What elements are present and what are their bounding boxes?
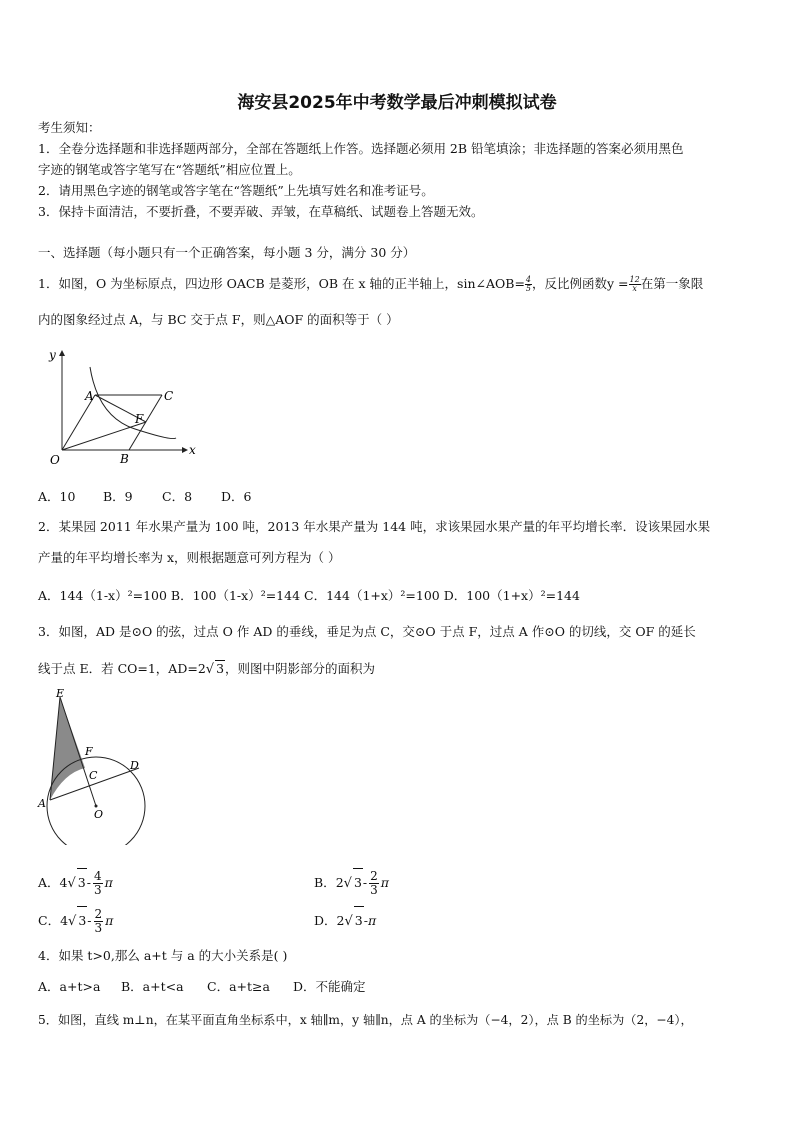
x-axis-label: x [189,443,196,457]
question-1-line-1 [38,276,703,293]
sin-fraction [525,276,532,293]
option-b: B．9 [103,489,133,504]
q1-text-b: ，反比例函数y = [532,276,629,291]
q3-option-a [38,868,113,898]
q3-option-c [38,906,113,936]
point-d-label: D [130,759,139,772]
q3-figure [30,685,160,845]
question-2-options: A．144（1-x）²=100 B．100（1-x）²=144 C．144（1+x）²=100 D．100（1+x）²=144 [38,588,580,603]
coefficient: 4 [59,875,68,890]
question-2-line-2: 产量的年平均增长率为 x，则根据题意可列方程为（ ） [38,550,341,565]
sqrt-radicand: 3 [353,868,363,897]
minus-sign: - [362,875,368,890]
option-c: C．a+t≥a [207,979,270,994]
option-d: D．不能确定 [293,979,366,994]
tail-term: -π [363,913,377,928]
point-b-label: B [120,452,129,466]
question-3-line-2 [38,660,375,678]
notice-line: 1．全卷分选择题和非选择题两部分，全部在答题纸上作答。选择题必须用 2B 铅笔填涂；非选择题的答案必须用黑色 [38,141,684,156]
sqrt-sign: √ [343,876,352,891]
point-c-label: C [89,769,98,782]
option-b: B．a+t<a [121,979,184,994]
sqrt-radicand: 3 [216,661,225,676]
question-4-line-1: 4．如果 t>0,那么 a+t 与 a 的大小关系是( ) [38,948,288,963]
sqrt-radicand: 3 [77,868,87,897]
pi-symbol: π [104,875,113,890]
option-letter: C． [38,913,61,928]
point-f-label: F [135,412,144,426]
fraction [94,908,104,935]
option-a: A．10 [38,489,76,504]
point-a-label: A [85,389,94,403]
function-fraction [629,276,641,293]
coefficient: 2 [336,913,345,928]
minus-sign: - [87,913,92,928]
frac-den: 3 [370,883,378,897]
sqrt-sign: √ [344,914,353,929]
point-e-label: E [56,687,65,700]
q3-option-d [314,906,376,936]
pi-symbol: π [380,875,389,890]
option-c: C．8 [162,489,193,504]
notice-heading: 考生须知： [38,120,101,135]
option-letter: B． [314,875,336,890]
frac-den: 5 [525,284,532,293]
fraction [369,870,379,897]
q3-option-b [314,868,389,898]
frac-num: 4 [93,869,102,883]
q3-text-a: 线于点 E．若 CO=1，AD=2 [38,661,206,676]
option-letter: A． [38,875,60,890]
minus-sign: - [86,875,91,890]
page-title: 海安县2025年中考数学最后冲刺模拟试卷 [237,93,557,113]
notice-line: 字迹的钢笔或答字笔写在“答题纸”相应位置上。 [38,162,301,177]
sqrt-radicand: 3 [77,906,87,935]
sqrt-sign: √ [205,662,215,677]
frac-num: 12 [629,275,640,284]
q1-text-c: 在第一象限 [640,276,704,291]
question-1-line-2: 内的图象经过点 A，与 BC 交于点 F，则△AOF 的面积等于（ ） [38,312,399,327]
pi-symbol: π [105,913,114,928]
frac-den: 3 [93,883,102,897]
q1-text-a: 1．如图，O 为坐标原点，四边形 OACB 是菱形，OB 在 x 轴的正半轴上，sin∠AOB= [38,276,525,291]
q1-figure [40,345,200,470]
notice-line: 3．保持卡面清洁，不要折叠，不要弄破、弄皱，在草稿纸、试题卷上答题无效。 [38,204,484,219]
question-2-line-1: 2．某果园 2011 年水果产量为 100 吨，2013 年水果产量为 144 吨，求该果园水果产量的年平均增长率．设该果园水果 [38,519,711,534]
point-o-label: O [50,453,60,467]
coefficient: 2 [335,875,344,890]
sqrt-sign: √ [67,876,76,891]
q3-text-b: ，则图中阴影部分的面积为 [225,661,376,676]
frac-num: 2 [370,869,378,883]
notice-line: 2．请用黑色字迹的钢笔或答字笔在“答题纸”上先填写姓名和准考证号。 [38,183,434,198]
question-5-line-1: 5．如图，直线 m⊥n，在某平面直角坐标系中，x 轴∥m，y 轴∥n，点 A 的坐标为（−4，2），点 B 的坐标为（2，−4）， [38,1013,693,1027]
frac-den: x [632,284,637,293]
point-c-label: C [164,389,174,403]
point-o-label: O [94,808,104,821]
option-a: A．a+t>a [38,979,101,994]
fraction [93,870,103,897]
point-f-label: F [85,745,93,758]
frac-num: 4 [525,275,532,284]
sqrt-sign: √ [68,914,77,929]
option-d: D．6 [221,489,252,504]
option-letter: D． [314,913,337,928]
y-axis-label: y [49,348,56,362]
frac-num: 2 [94,907,103,921]
frac-den: 3 [94,921,103,935]
question-3-line-1: 3．如图，AD 是⊙O 的弦，过点 O 作 AD 的垂线，垂足为点 C，交⊙O 于点 F，过点 A 作⊙O 的切线，交 OF 的延长 [38,624,696,639]
coefficient: 4 [60,913,69,928]
section-heading: 一、选择题（每小题只有一个正确答案，每小题 3 分，满分 30 分） [38,245,416,260]
sqrt-radicand: 3 [354,906,364,935]
point-a-label: A [38,797,46,810]
